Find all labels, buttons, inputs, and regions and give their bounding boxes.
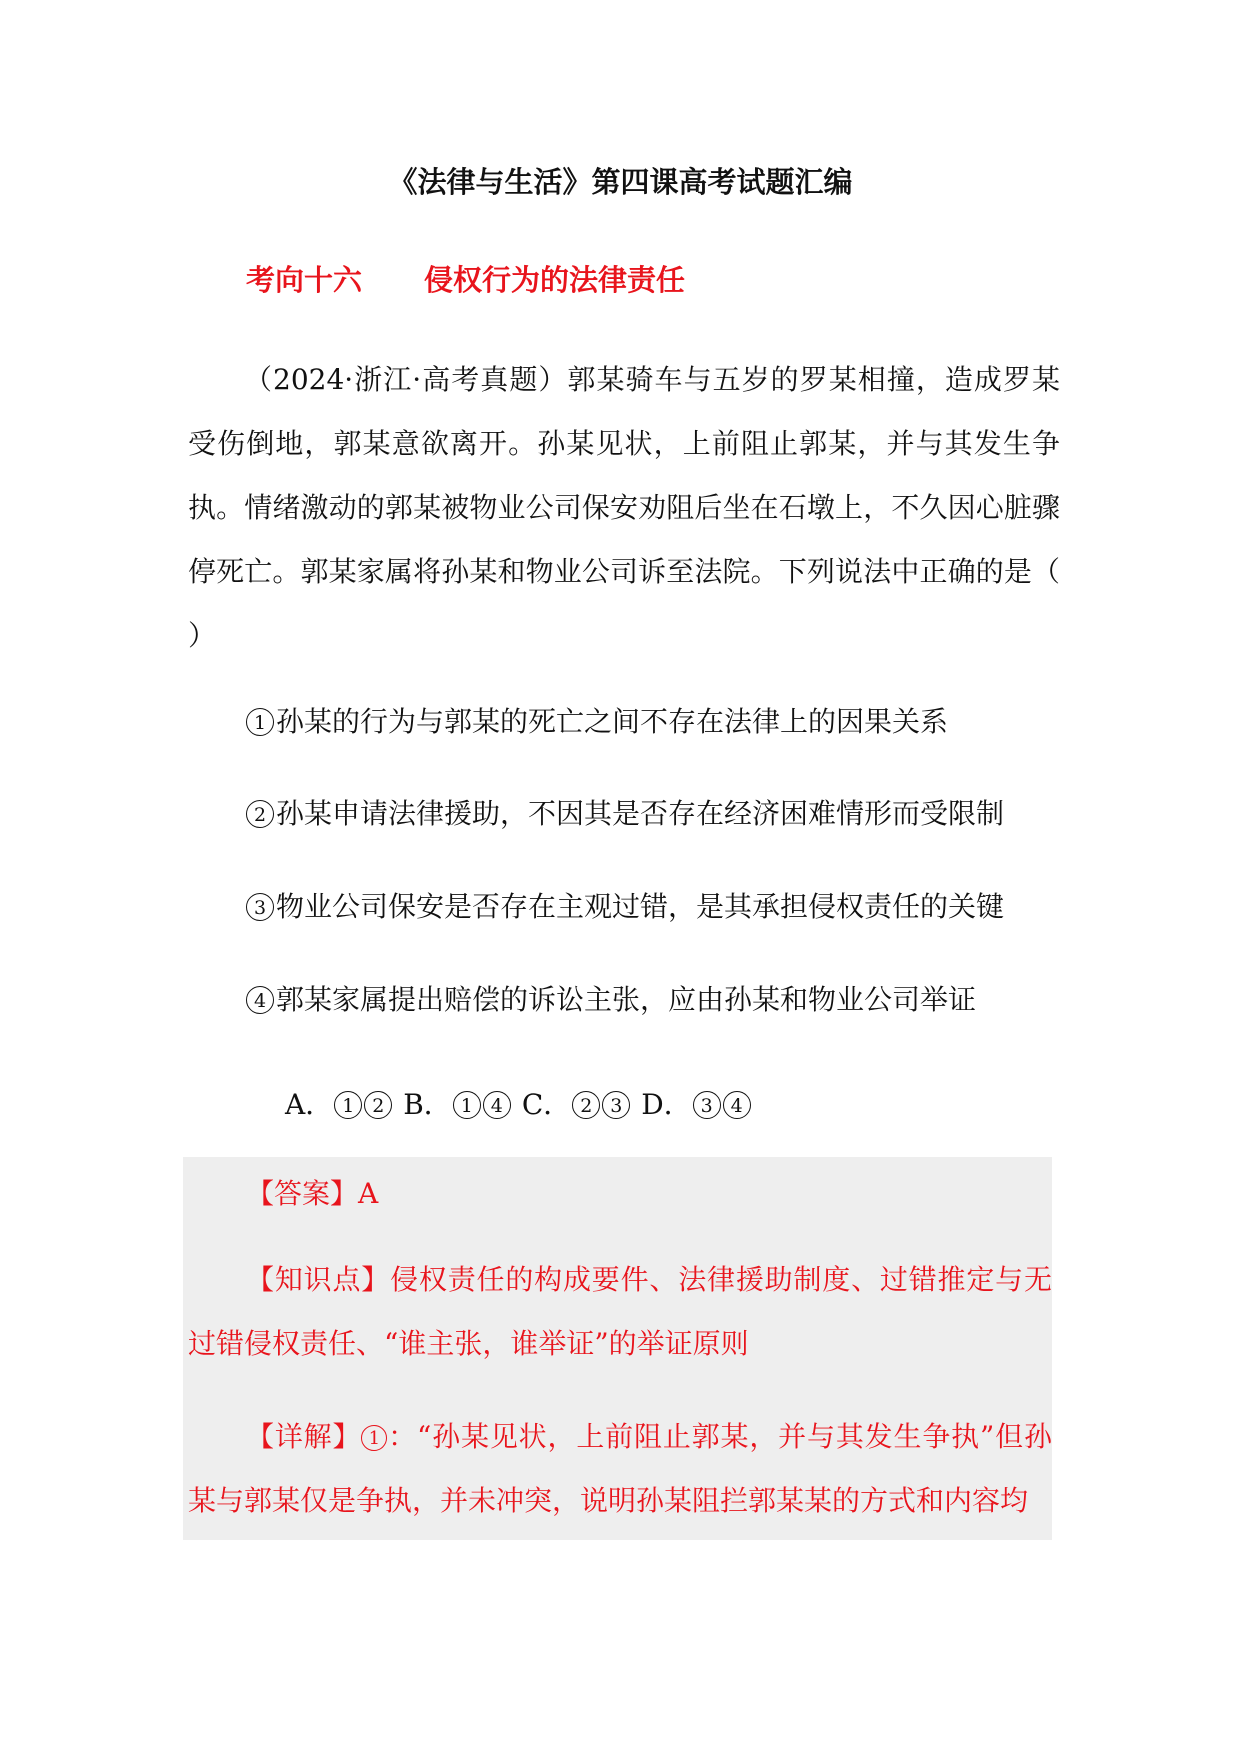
option-marker: 3 [693, 1091, 721, 1119]
answer-label: 【答案】 [246, 1177, 359, 1210]
question-text: （2024·浙江·高考真题）郭某骑车与五岁的罗某相撞，造成罗某受伤倒地，郭某意欲离开。孙某见状，上前阻止郭某，并与其发生争执。情绪激动的郭某被物业公司保安劝阻后坐在石墩上，不久因心脏骤停死亡。郭某家属将孙某和物业公司诉至法院。下列说法中正确的是（ ） [188, 363, 1060, 652]
option-label: B． [403, 1088, 452, 1121]
page-title: 《法律与生活》第四课高考试题汇编 [388, 165, 853, 199]
statement-3 [246, 885, 1004, 925]
option-marker: 4 [723, 1091, 751, 1119]
statement-1 [246, 700, 948, 740]
explanation-marker: 1 [361, 1425, 387, 1451]
statement-2 [246, 792, 1004, 832]
statement-text: 孙某申请法律援助，不因其是否存在经济困难情形而受限制 [276, 797, 1005, 830]
option-marker: 3 [602, 1091, 630, 1119]
option-label: D． [641, 1088, 692, 1121]
explanation-label: 【详解】 [246, 1420, 362, 1453]
answer-line [246, 1172, 378, 1212]
statement-marker: 2 [246, 800, 274, 828]
knowledge-label: 【知识点】 [246, 1263, 391, 1296]
option-a [285, 1083, 393, 1123]
option-marker: 1 [453, 1091, 481, 1119]
answer-value: A [358, 1177, 379, 1210]
option-marker: 1 [334, 1091, 362, 1119]
statement-text: 孙某的行为与郭某的死亡之间不存在法律上的因果关系 [276, 705, 949, 738]
statement-text: 物业公司保安是否存在主观过错，是其承担侵权责任的关键 [276, 890, 1005, 923]
option-label: A． [285, 1088, 334, 1121]
option-marker: 2 [572, 1091, 600, 1119]
knowledge-point [188, 1248, 1052, 1376]
statement-marker: 3 [246, 893, 274, 921]
section-heading [246, 258, 685, 299]
statement-marker: 1 [246, 708, 274, 736]
statement-text: 郭某家属提出赔偿的诉讼主张，应由孙某和物业公司举证 [276, 983, 977, 1016]
option-c [522, 1083, 631, 1123]
option-marker: 4 [483, 1091, 511, 1119]
section-number: 考向十六 [246, 263, 363, 297]
section-name: 侵权行为的法律责任 [424, 263, 686, 297]
option-d [641, 1083, 751, 1123]
answer-options [285, 1083, 762, 1123]
explanation-text: ：“孙某见状，上前阻止郭某，并与其发生争执”但孙某与郭某仅是争执，并未冲突，说明孙某阻拦郭某某的方式和内容均 [188, 1420, 1052, 1517]
option-label: C． [521, 1088, 572, 1121]
statement-marker: 4 [246, 986, 274, 1014]
option-marker: 2 [364, 1091, 392, 1119]
option-b [403, 1083, 512, 1123]
knowledge-text: 侵权责任的构成要件、法律援助制度、过错推定与无过错侵权责任、“谁主张，谁举证”的举证原则 [188, 1263, 1052, 1360]
explanation [188, 1405, 1052, 1533]
statement-4 [246, 978, 976, 1018]
